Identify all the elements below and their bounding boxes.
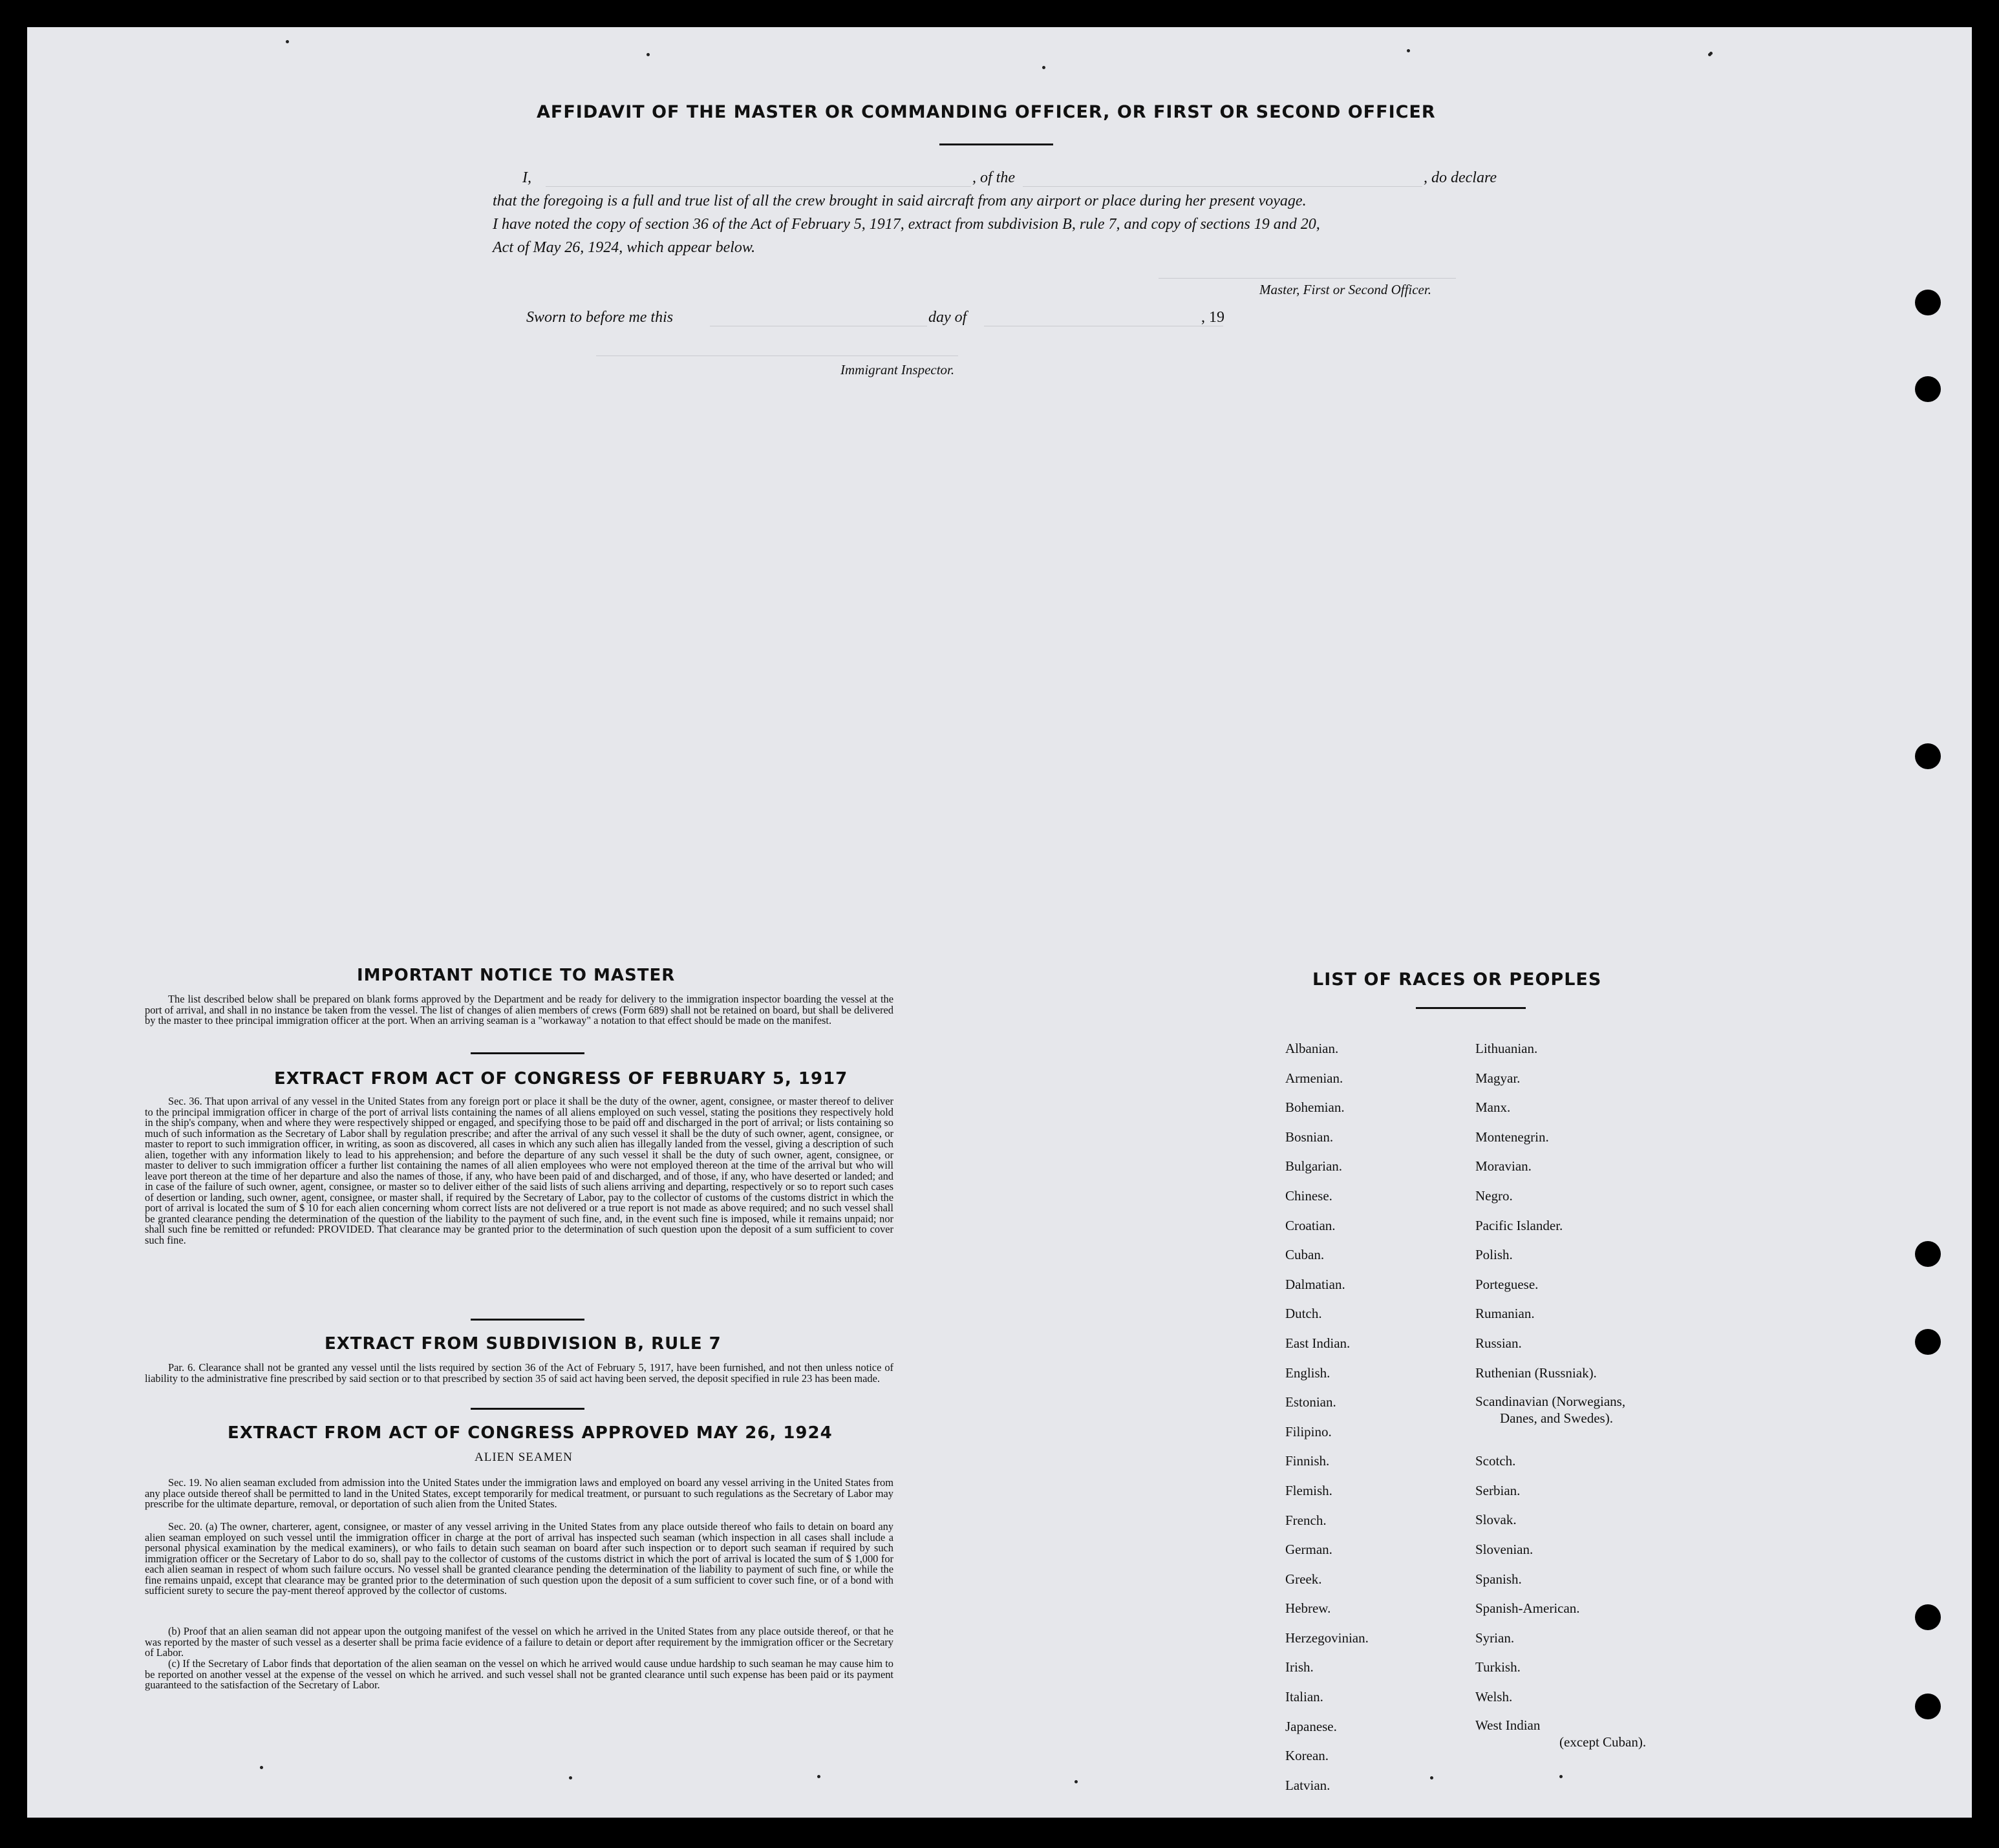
sworn-text: Sworn to before me this bbox=[526, 309, 674, 326]
name-blank bbox=[546, 186, 971, 187]
scan-speck bbox=[1074, 1780, 1078, 1783]
list-item: Moravian. bbox=[1475, 1158, 1532, 1174]
affidavit-line-3: I have noted the copy of section 36 of the Act of February 5, 1917, extract from subdivision B, rule 7, and copy of sections 19 and 20, bbox=[493, 216, 1320, 233]
affidavit-of-the: , of the bbox=[972, 169, 1015, 186]
scan-speck bbox=[1709, 52, 1713, 55]
list-item: Polish. bbox=[1475, 1247, 1513, 1263]
scan-speck bbox=[1407, 49, 1410, 52]
list-item: Porteguese. bbox=[1475, 1276, 1539, 1292]
list-item: Turkish. bbox=[1475, 1659, 1521, 1675]
list-item: Cuban. bbox=[1285, 1247, 1325, 1263]
punch-hole-2 bbox=[1915, 376, 1941, 402]
list-item: Slovak. bbox=[1475, 1512, 1517, 1528]
extract-1924-p4: (c) If the Secretary of Labor finds that deportation of the alien seaman on the vessel on which he arrived would cause undue hardship to such seaman he may cause him to be reported on another vessel at the expense of the vessel on which he arrived. and such vessel shall not be granted clearance until such expense has been paid or its payment guaranteed to the satisfaction of the Secretary of Labor. bbox=[145, 1657, 893, 1691]
list-item: Ruthenian (Russniak). bbox=[1475, 1365, 1597, 1381]
list-item: Croatian. bbox=[1285, 1217, 1336, 1233]
affidavit-title-rule bbox=[939, 143, 1053, 145]
list-item: Rumanian. bbox=[1475, 1306, 1535, 1322]
scan-speck bbox=[1042, 66, 1045, 69]
list-item: Greek. bbox=[1285, 1571, 1322, 1587]
list-item: German. bbox=[1285, 1542, 1332, 1558]
list-item: Danes, and Swedes). bbox=[1500, 1410, 1613, 1427]
rule7-rule bbox=[471, 1408, 584, 1410]
list-item: West Indian bbox=[1475, 1717, 1541, 1734]
scan-speck bbox=[260, 1766, 263, 1769]
master-signature-label: Master, First or Second Officer. bbox=[1259, 282, 1431, 297]
list-item: Montenegrin. bbox=[1475, 1129, 1549, 1145]
affidavit-title: AFFIDAVIT OF THE MASTER OR COMMANDING OFFICER, OR FIRST OR SECOND OFFICER bbox=[537, 102, 1436, 122]
list-item: French. bbox=[1285, 1512, 1327, 1528]
punch-hole-3 bbox=[1915, 743, 1941, 769]
list-item: Dalmatian. bbox=[1285, 1276, 1345, 1292]
extract-1924-p2: Sec. 20. (a) The owner, charterer, agent, consignee, or master of any vessel arriving in the United States from any place outside thereof who fails to detain on board any alien seaman employed on such vessel until the immigration officer in charge at the port of arrival has inspected such seaman (which inspection in all cases shall include a personal physical examination by the medical examiners), or who fails to detain such seaman on board after such inspection or to deport such seaman if required by such immigration officer or the Secretary of Labor to do so, shall pay to the collector of customs of the customs district in which the port of arrival is located the sum of $ 1,000 for each alien seaman in respect of whom such failure occurs. No vessel shall be granted clearance pending the determination of the liability to payment of such fine, or while the fine remains unpaid, except that clearance may be granted prior to the determination of such question upon the deposit of a sum sufficient to cover such fine, or of a bond with sufficient surety to secure the pay-ment thereof approved by the collector of customs. bbox=[145, 1520, 893, 1597]
list-item: Pacific Islander. bbox=[1475, 1217, 1563, 1233]
list-item: Bulgarian. bbox=[1285, 1158, 1343, 1174]
affidavit-line-2: that the foregoing is a full and true list of all the crew brought in said aircraft from any airport or place during her present voyage. bbox=[493, 193, 1307, 209]
races-column-2 bbox=[1475, 1034, 1646, 1750]
affidavit-line-4: Act of May 26, 1924, which appear below. bbox=[493, 239, 756, 256]
punch-hole-1 bbox=[1915, 290, 1941, 315]
list-item: (except Cuban). bbox=[1559, 1734, 1647, 1750]
races-title-rule bbox=[1416, 1007, 1526, 1009]
rule7-text: Par. 6. Clearance shall not be granted any vessel until the lists required by section 36 of the Act of February 5, 1917, have been furnished, and not then unless notice of liability to the administrative fine prescribed by said section or to that prescribed by section 35 of said act having been served, the deposit specified in rule 23 has been made. bbox=[145, 1361, 893, 1385]
list-item: Spanish. bbox=[1475, 1571, 1522, 1587]
vessel-blank bbox=[1023, 186, 1422, 187]
list-item: Slovenian. bbox=[1475, 1541, 1534, 1557]
list-item: Scandinavian (Norwegians, bbox=[1475, 1394, 1626, 1410]
scan-speck bbox=[286, 40, 289, 43]
list-item: Herzegovinian. bbox=[1285, 1630, 1369, 1646]
extract-1924-subtitle: ALIEN SEAMEN bbox=[475, 1450, 573, 1464]
affidavit-i: I, bbox=[522, 169, 531, 186]
scan-speck bbox=[1430, 1776, 1433, 1779]
document-sheet bbox=[27, 27, 1972, 1818]
list-item: Welsh. bbox=[1475, 1688, 1513, 1705]
races-title: LIST OF RACES OR PEOPLES bbox=[1312, 970, 1602, 990]
extract-1924-p3: (b) Proof that an alien seaman did not appear upon the outgoing manifest of the vessel on which he arrived in the United States from any place outside thereof, or that he was reported by the master of such vessel as a deserter shall be prima facie evidence of a failure to detain or deport after requirement by the immigration officer or the Secretary of Labor. bbox=[145, 1625, 893, 1659]
list-item: Finnish. bbox=[1285, 1453, 1330, 1469]
list-item: Russian. bbox=[1475, 1335, 1522, 1351]
punch-hole-5 bbox=[1915, 1329, 1941, 1355]
list-item: Chinese. bbox=[1285, 1187, 1332, 1204]
list-item: Japanese. bbox=[1285, 1718, 1337, 1734]
list-item: Irish. bbox=[1285, 1659, 1314, 1675]
punch-hole-6 bbox=[1915, 1604, 1941, 1630]
notice-rule bbox=[471, 1052, 584, 1054]
list-item: Filipino. bbox=[1285, 1423, 1332, 1439]
list-item: Armenian. bbox=[1285, 1070, 1343, 1086]
scan-speck bbox=[647, 53, 650, 56]
punch-hole-7 bbox=[1915, 1694, 1941, 1719]
day-of-text: day of bbox=[928, 309, 967, 326]
races-column-1 bbox=[1285, 1034, 1369, 1800]
list-item: Manx. bbox=[1475, 1099, 1511, 1116]
extract-1917-rule bbox=[471, 1319, 584, 1321]
punch-hole-4 bbox=[1915, 1241, 1941, 1267]
list-item: Bohemian. bbox=[1285, 1099, 1345, 1116]
scan-speck bbox=[569, 1776, 572, 1779]
list-item: Spanish-American. bbox=[1475, 1600, 1580, 1617]
list-item: Lithuanian. bbox=[1475, 1041, 1538, 1056]
list-item: Dutch. bbox=[1285, 1306, 1322, 1322]
list-item: English. bbox=[1285, 1365, 1331, 1381]
list-item: Albanian. bbox=[1285, 1041, 1339, 1056]
list-item: Latvian. bbox=[1285, 1777, 1331, 1793]
list-item: Hebrew. bbox=[1285, 1600, 1331, 1617]
master-signature-line bbox=[1159, 278, 1456, 279]
list-item: Syrian. bbox=[1475, 1630, 1515, 1646]
year-text: , 19 bbox=[1201, 309, 1224, 326]
extract-1917-title: EXTRACT FROM ACT OF CONGRESS OF FEBRUARY 5, 1917 bbox=[274, 1069, 848, 1089]
extract-1924-title: EXTRACT FROM ACT OF CONGRESS APPROVED MAY 26, 1924 bbox=[228, 1423, 833, 1443]
scan-speck bbox=[817, 1775, 820, 1778]
list-item: Italian. bbox=[1285, 1689, 1323, 1705]
list-item: Scotch. bbox=[1475, 1453, 1516, 1469]
extract-1924-p1: Sec. 19. No alien seaman excluded from admission into the United States under the immigration laws and employed on board any vessel arriving in the United States from any place outside thereof shall be permitted to land in the United States, except temporarily for medical treatment, or pursuant to such regulations as the Secretary of Labor may prescribe for the ultimate departure, removal, or deportation of such alien from the United States. bbox=[145, 1476, 893, 1510]
list-item: Flemish. bbox=[1285, 1482, 1332, 1498]
list-item: Negro. bbox=[1475, 1187, 1513, 1204]
list-item: East Indian. bbox=[1285, 1335, 1351, 1351]
rule7-title: EXTRACT FROM SUBDIVISION B, RULE 7 bbox=[325, 1334, 722, 1354]
list-item: Estonian. bbox=[1285, 1394, 1336, 1410]
list-item: Bosnian. bbox=[1285, 1129, 1334, 1145]
notice-title: IMPORTANT NOTICE TO MASTER bbox=[357, 966, 676, 985]
affidavit-do-declare: , do declare bbox=[1424, 169, 1497, 186]
list-item: Korean. bbox=[1285, 1748, 1329, 1764]
scan-speck bbox=[1559, 1775, 1563, 1778]
inspector-signature-label: Immigrant Inspector. bbox=[840, 362, 955, 377]
list-item: Serbian. bbox=[1475, 1482, 1521, 1498]
list-item: Magyar. bbox=[1475, 1070, 1521, 1086]
notice-text: The list described below shall be prepared on blank forms approved by the Department and be ready for delivery to the immigration inspector boarding the vessel at the port of arrival, and shall in no instance be taken from the vessel. The list of changes of alien members of crews (Form 689) shall not be retained on board, but shall be delivered by the master to thee principal immigration officer at the port. When an arriving seaman is a "workaway" a notation to that effect should be made on the manifest. bbox=[145, 993, 893, 1026]
extract-1917-text: Sec. 36. That upon arrival of any vessel in the United States from any foreign port or place it shall be the duty of the owner, agent, consignee, or master thereof to deliver to the principal immigration officer in charge of the port of arrival lists containing the names of all aliens employed on such vessel, stating the positions they respectively hold in the ship's company, when and where they were respectively shipped or engaged, and specifying those to be paid off and discharged in the port of arrival; or lists containing so much of such information as the Secretary of Labor shall by regulation prescribe; and after the arrival of any such vessel it shall be the duty of such owner, agent, consignee, or master to report to such immigration officer, in writing, as soon as discovered, all cases in which any such alien has illegally landed from the vessel, giving a description of such alien, together with any information likely to lead to his apprehension; and before the departure of any such vessel it shall be the duty of such owner, agent, consignee, or master to deliver to such immigration officer a further list containing the names of all alien employees who were not employed thereon at the time of the arrival but who will leave port thereon at the time of her departure and also the names of those, if any, who have been paid of and discharged, and of those, if any, who have deserted or landed; and in case of the failure of such owner, agent, consignee, or master so to deliver either of the said lists of such aliens arriving and departing, respectively or so to report such cases of desertion or landing, such owner, agent, consignee, or master shall, if required by the Secretary of Labor, pay to the collector of customs of the customs district in which the port of arrival is located the sum of $ 10 for each alien concerning whom correct lists are not delivered or a true report is not made as above required; and no such vessel shall be granted clearance pending the determination of the question of the liability to the payment of such fine, and, in the event such fine is imposed, while it remains unpaid; nor shall such fine be remitted or refunded: PROVIDED. That clearance may be granted prior to the determination of such question upon the deposit of a sum sufficient to cover such fine. bbox=[145, 1095, 893, 1246]
